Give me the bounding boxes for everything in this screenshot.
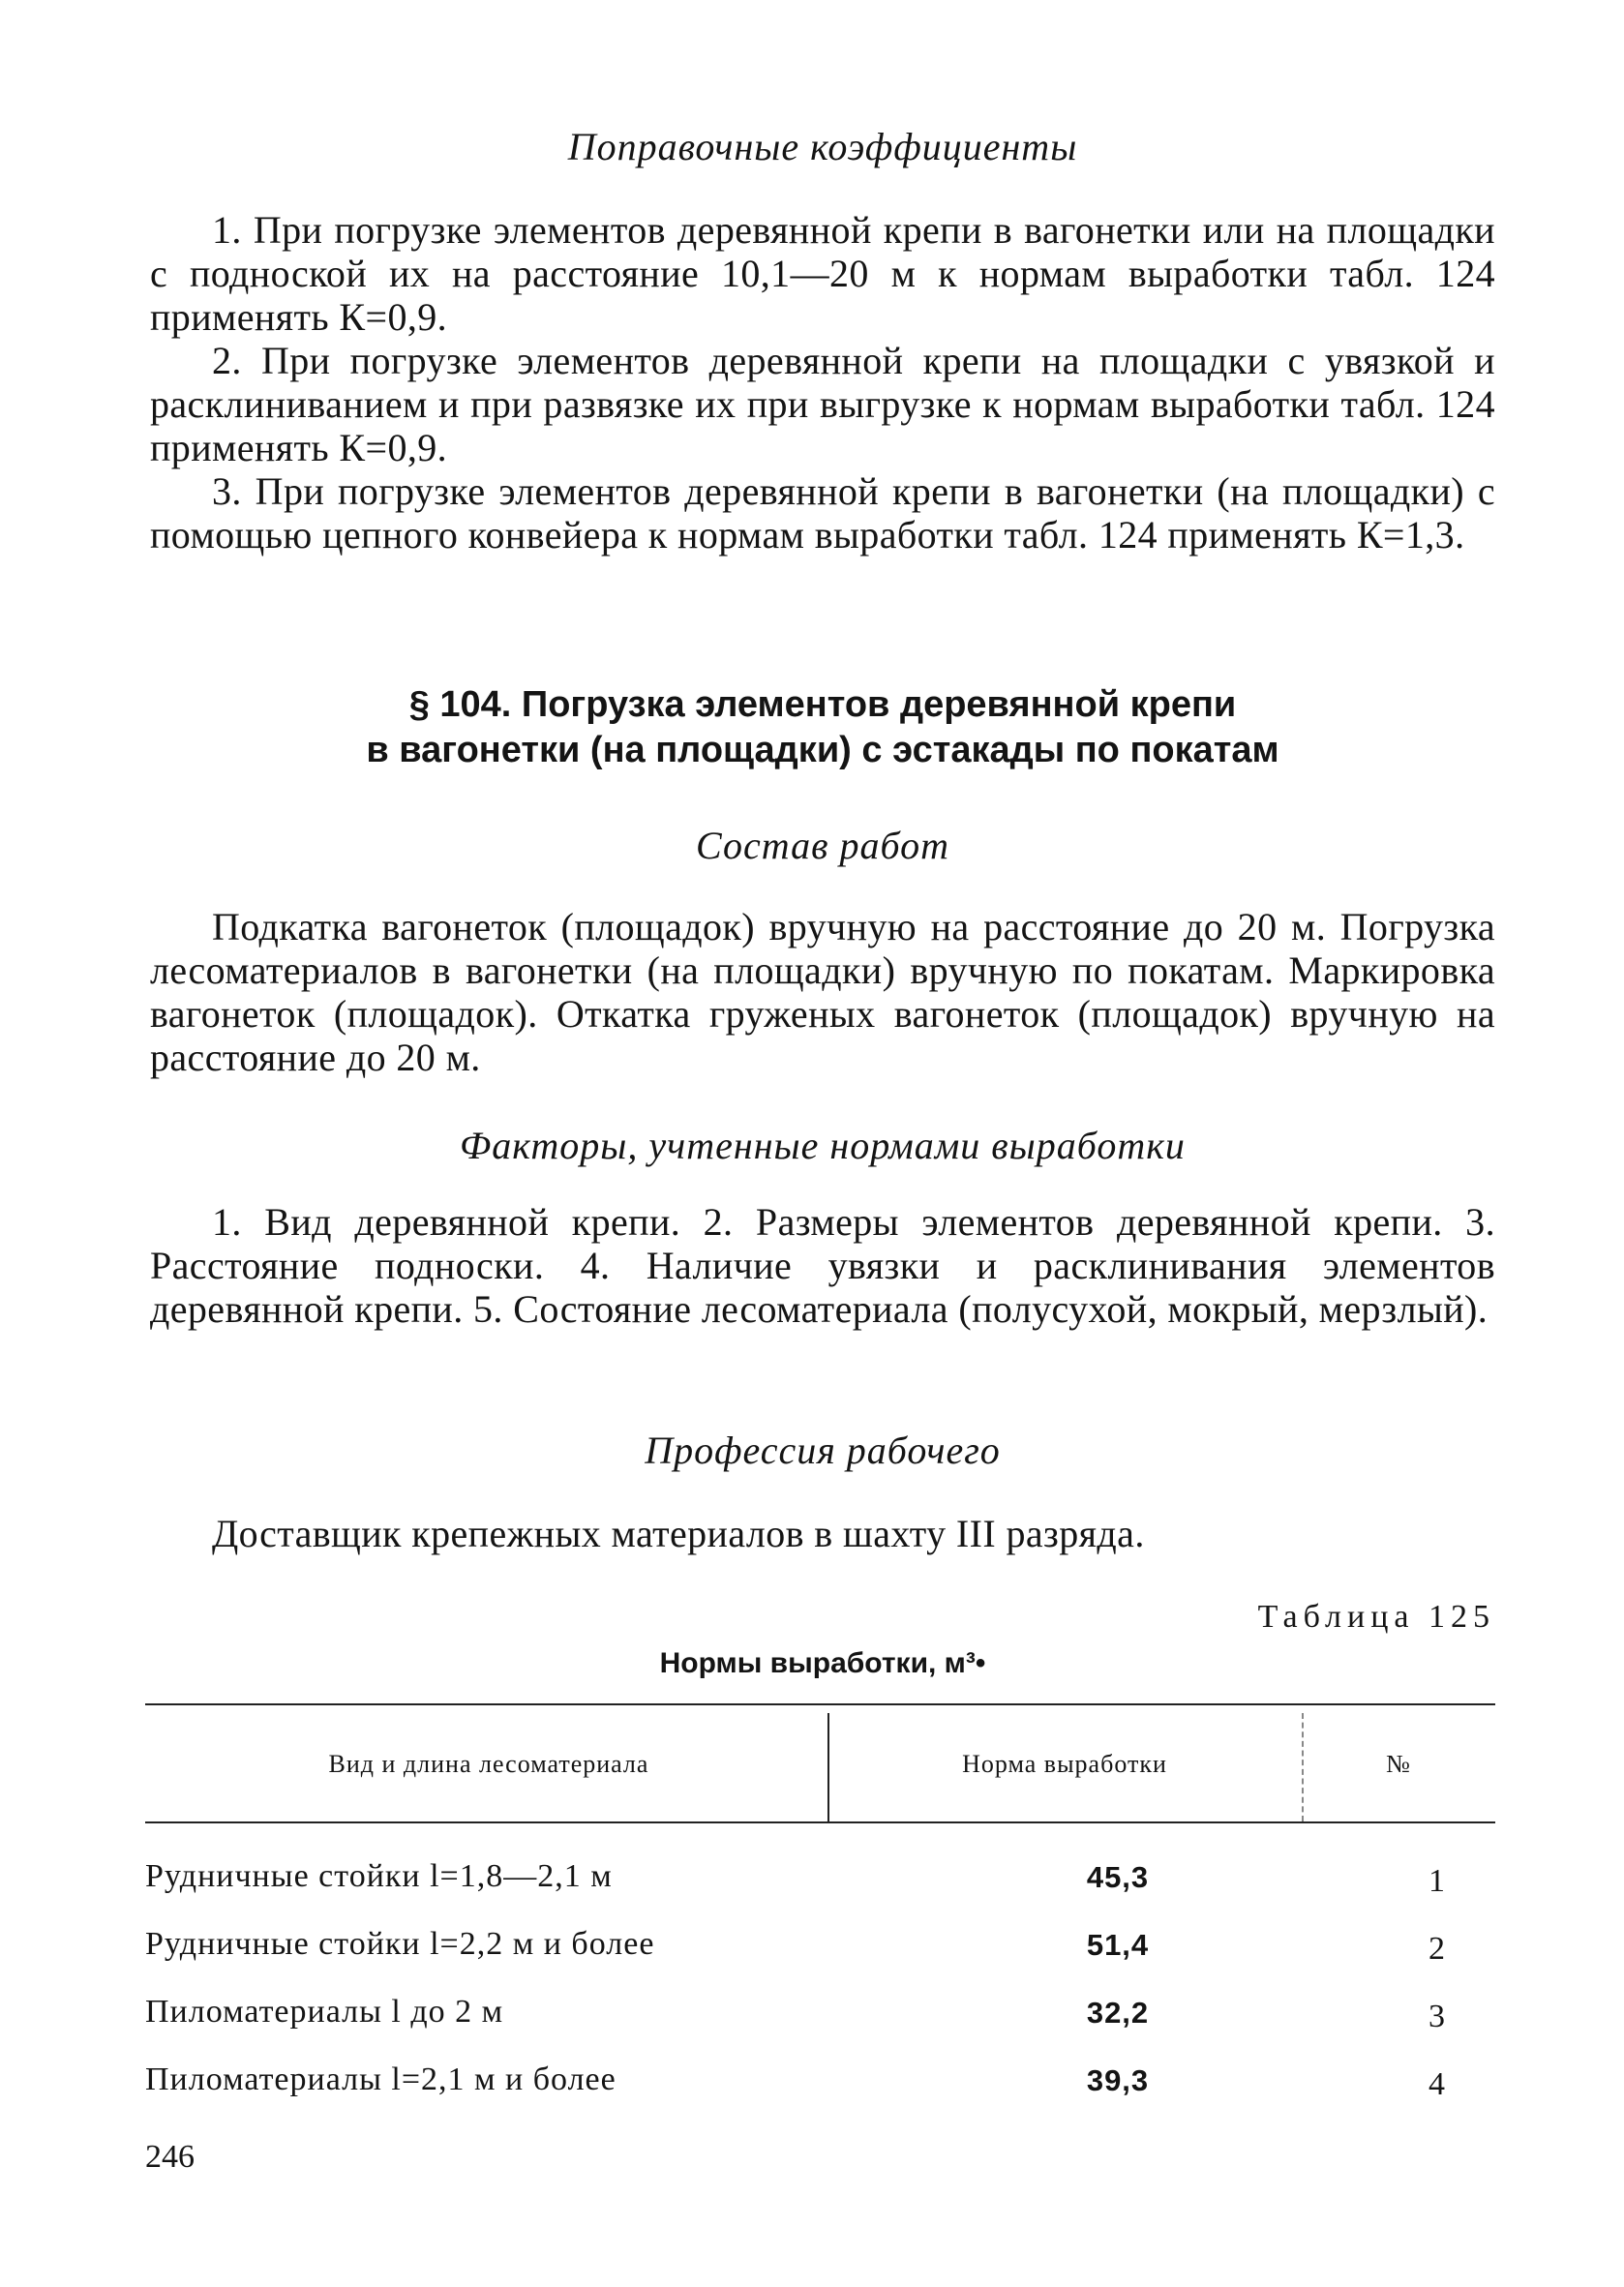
- section-title-line-2: в вагонетки (на площадки) с эстакады по покатам: [366, 730, 1279, 770]
- row-number: 2: [1429, 1931, 1446, 1967]
- row-number: 3: [1429, 1999, 1446, 2034]
- table-top-rule: [145, 1703, 1495, 1705]
- table-header-norm: Норма выработки: [962, 1750, 1167, 1778]
- table-label: Таблица 125: [1257, 1599, 1495, 1635]
- table-header-rule: [145, 1821, 1495, 1823]
- row-norm: 39,3: [1086, 2063, 1150, 2097]
- page-number: 246: [145, 2139, 195, 2175]
- correction-item-1: 1. При погрузке элементов деревянной крепи в вагонетки или на площадки с подноской их на расстояние 10,1—20 м к нормам выработки табл. 124 применять К=0,9.: [150, 208, 1495, 339]
- profession-heading: Профессия рабочего: [645, 1429, 1001, 1472]
- table-title: Нормы выработки, м³•: [659, 1647, 986, 1679]
- work-composition-heading: Состав работ: [696, 824, 949, 867]
- row-norm: 51,4: [1086, 1928, 1150, 1962]
- correction-item-3: 3. При погрузке элементов деревянной крепи в вагонетки (на площадки) с помощью цепного конвейера к нормам выработки табл. 124 применять К=1,3.: [150, 469, 1495, 557]
- document-page: [145, 0, 1495, 2287]
- correction-item-2: 2. При погрузке элементов деревянной крепи на площадки с увязкой и расклиниванием и при развязке их при выгрузке к нормам выработки табл. 124 применять К=0,9.: [150, 339, 1495, 469]
- row-norm: 45,3: [1086, 1860, 1150, 1894]
- work-composition-text: Подкатка вагонеток (площадок) вручную на расстояние до 20 м. Погрузка лесоматериалов в вагонетки (на площадки) вручную по покатам. Маркировка вагонеток (площадок). Откатка груженых вагонеток (площадок) вручную на расстояние до 20 м.: [150, 905, 1495, 1079]
- row-material: Пиломатериалы l=2,1 м и более: [145, 2061, 617, 2097]
- factors-heading: Факторы, учтенные нормами выработки: [460, 1124, 1186, 1167]
- factors-text: 1. Вид деревянной крепи. 2. Размеры элементов деревянной крепи. 3. Расстояние подноски. 4. Наличие увязки и расклинивания элементов деревянной крепи. 5. Состояние лесоматериала (полусухой, мокрый, мерзлый).: [150, 1200, 1495, 1331]
- section-title-line-1: § 104. Погрузка элементов деревянной крепи: [408, 684, 1237, 725]
- row-material: Рудничные стойки l=1,8—2,1 м: [145, 1858, 613, 1894]
- corrections-heading: Поправочные коэффициенты: [567, 125, 1078, 168]
- table-header-material: Вид и длина лесоматериала: [328, 1750, 649, 1778]
- row-number: 4: [1429, 2066, 1446, 2102]
- row-norm: 32,2: [1086, 1996, 1150, 2030]
- row-material: Рудничные стойки l=2,2 м и более: [145, 1926, 655, 1962]
- row-material: Пиломатериалы l до 2 м: [145, 1994, 504, 2030]
- profession-text: Доставщик крепежных материалов в шахту III разряда.: [212, 1512, 1145, 1555]
- row-number: 1: [1429, 1863, 1446, 1899]
- table-header-number: №: [1386, 1750, 1411, 1778]
